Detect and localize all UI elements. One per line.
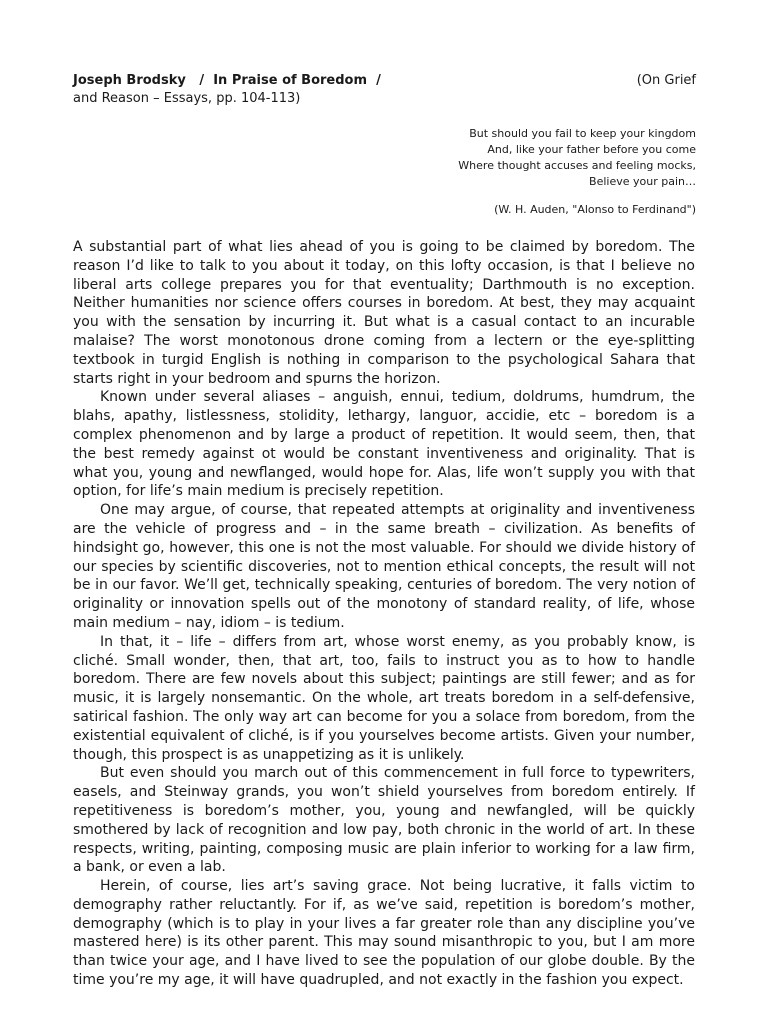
epigraph-line: And, like your father before you come (487, 143, 696, 156)
paragraph: A substantial part of what lies ahead of you is going to be claimed by boredom. The reason I’d like to talk to you about it today, on this lofty occasion, is that I believe no liberal arts college prepares you for that eventuality; Darthmouth is no exception. Neither humanities nor science offers courses in boredom. At best, they may acquaint you with the sensation by incurring it. But what is a casual contact to an incurable malaise? The worst monotonous drone coming from a lectern or the eye-splitting textbook in turgid English is nothing in comparison to the psychological Sahara that starts right in your bedroom and spurns the horizon. (73, 239, 695, 387)
essay-body (73, 238, 695, 990)
epigraph-line: Believe your pain… (589, 175, 696, 188)
paragraph: One may argue, of course, that repeated attempts at originality and inventiveness are the vehicle of progress and – in the same breath – civilization. As benefits of hindsight go, however, this one is not the most valuable. For should we divide history of our species by scientific discoveries, not to mention ethical concepts, the result will not be in our favor. We’ll get, technically speaking, centuries of boredom. The very notion of originality or innovation spells out of the monotony of standard reality, of life, whose main medium – nay, idiom – is tedium. (73, 502, 695, 631)
source-reference-continued: and Reason – Essays, pp. 104-113) (73, 91, 301, 106)
paragraph: Known under several aliases – anguish, ennui, tedium, doldrums, humdrum, the blahs, apathy, listlessness, stolidity, lethargy, languor, accidie, etc – boredom is a complex phenomenon and by large a product of repetition. It would seem, then, that the best remedy against ot would be constant inventiveness and originality. That is what you, young and newflanged, would hope for. Alas, life won’t supply you with that option, for life’s main medium is precisely repetition. (73, 389, 695, 500)
paragraph: Herein, of course, lies art’s saving grace. Not being lucrative, it falls victim to demography rather reluctantly. For if, as we’ve said, repetition is boredom’s mother, demography (which is to play in your lives a far greater role than any discipline you’ve mastered here) is its other parent. This may sound misanthropic to you, but I am more than twice your age, and I have lived to see the population of our globe double. By the time you’re my age, it will have quadrupled, and not exactly in the fashion you expect. (73, 878, 695, 989)
document-header (73, 72, 696, 108)
epigraph-attribution: (W. H. Auden, "Alonso to Ferdinand") (494, 203, 696, 216)
epigraph-line: Where thought accuses and feeling mocks, (458, 159, 696, 172)
epigraph-line: But should you fail to keep your kingdom (469, 127, 696, 140)
paragraph: But even should you march out of this commencement in full force to typewriters, easels, and Steinway grands, you won’t shield yourselves from boredom entirely. If repetitiveness is boredom’s mother, you, young and newfangled, will be quickly smothered by lack of recognition and low pay, both chronic in the world of art. In these respects, writing, painting, composing music are plain inferior to working for a law firm, a bank, or even a lab. (73, 765, 695, 876)
header-line (73, 72, 696, 90)
paragraph: In that, it – life – differs from art, whose worst enemy, as you probably know, is cliché. Small wonder, then, that art, too, fails to instruct you as to how to handle boredom. There are few novels about this subject; paintings are still fewer; and as for music, it is largely nonsemantic. On the whole, art treats boredom in a self-defensive, satirical fashion. The only way art can become for you a solace from boredom, from the existential equivalent of cliché, is if you yourselves become artists. Given your number, though, this prospect is as unappetizing as it is unlikely. (73, 633, 695, 763)
epigraph (296, 126, 696, 218)
source-reference: (On Grief (636, 73, 696, 88)
author-title: Joseph Brodsky / In Praise of Boredom / (73, 73, 381, 88)
